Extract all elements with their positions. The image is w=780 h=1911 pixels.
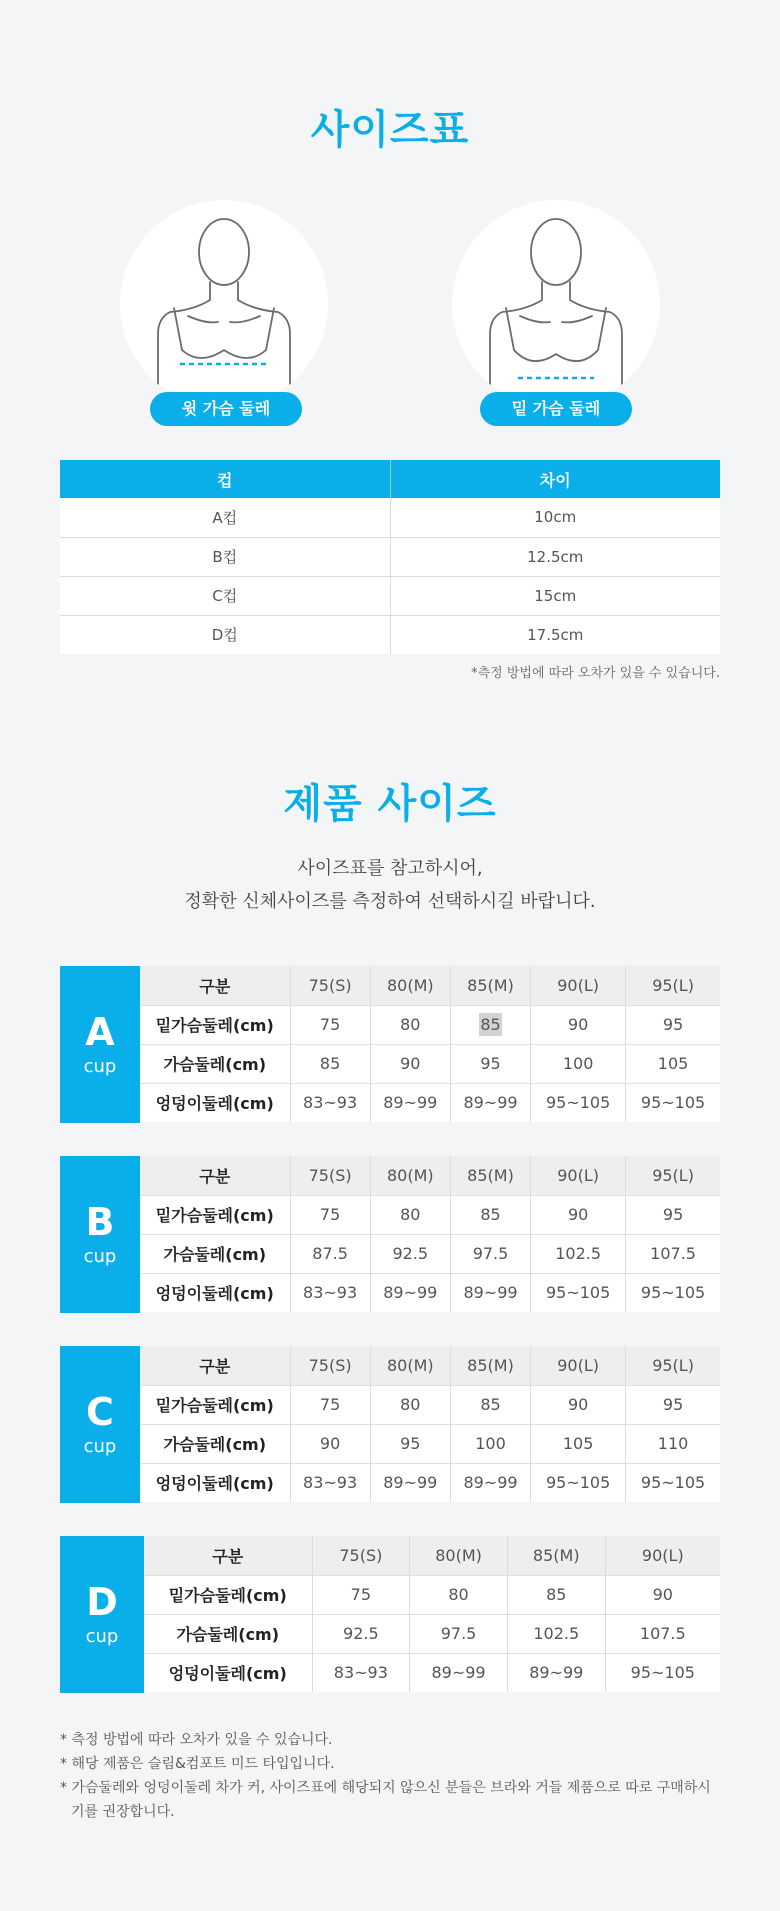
cup-c-size-block bbox=[60, 1346, 720, 1503]
table-cell: 90 bbox=[531, 1195, 626, 1234]
table-cell: 83~93 bbox=[290, 1273, 370, 1312]
cup-word: cup bbox=[83, 1246, 117, 1267]
table-cell: 80 bbox=[370, 1005, 450, 1044]
table-cell: 85 bbox=[290, 1044, 370, 1083]
row-label: 엉덩이둘레(cm) bbox=[140, 1083, 290, 1122]
table-cell: 75 bbox=[290, 1195, 370, 1234]
row-label: 엉덩이둘레(cm) bbox=[144, 1653, 312, 1692]
row-label: 밑가슴둘레(cm) bbox=[140, 1385, 290, 1424]
table-cell: 100 bbox=[531, 1044, 626, 1083]
size-chart-title: 사이즈표 bbox=[310, 107, 470, 153]
table-row bbox=[140, 1083, 720, 1122]
table-cell: 97.5 bbox=[410, 1614, 508, 1653]
table-row bbox=[60, 498, 720, 537]
table-cell: 83~93 bbox=[312, 1653, 410, 1692]
table-cell: 100 bbox=[450, 1424, 530, 1463]
table-cell: 105 bbox=[626, 1044, 720, 1083]
size-header: 95(L) bbox=[626, 1346, 720, 1385]
size-table bbox=[140, 1346, 720, 1502]
size-header: 90(L) bbox=[605, 1536, 720, 1575]
table-cell: 10cm bbox=[390, 498, 720, 537]
row-label: 가슴둘레(cm) bbox=[140, 1044, 290, 1083]
table-cell: 12.5cm bbox=[390, 537, 720, 576]
table-cell: A컵 bbox=[60, 498, 390, 537]
cup-letter: A bbox=[85, 1010, 115, 1054]
table-cell: 15cm bbox=[390, 576, 720, 615]
table-cell: 90 bbox=[531, 1005, 626, 1044]
table-header-row bbox=[140, 1156, 720, 1195]
size-header: 85(M) bbox=[450, 1346, 530, 1385]
row-label: 가슴둘레(cm) bbox=[140, 1424, 290, 1463]
cup-word: cup bbox=[83, 1056, 117, 1077]
table-cell bbox=[450, 1005, 530, 1044]
table-cell: C컵 bbox=[60, 576, 390, 615]
table-cell: 90 bbox=[531, 1385, 626, 1424]
row-label: 가슴둘레(cm) bbox=[140, 1234, 290, 1273]
cup-word: cup bbox=[85, 1626, 119, 1647]
table-row bbox=[144, 1653, 720, 1692]
upper-bust-figure-icon bbox=[120, 200, 328, 408]
table-cell: 95 bbox=[626, 1385, 720, 1424]
footnote: * 해당 제품은 슬림&컴포트 미드 타입입니다. bbox=[60, 1756, 335, 1772]
table-cell: 95~105 bbox=[626, 1273, 720, 1312]
size-header: 80(M) bbox=[370, 966, 450, 1005]
size-header: 75(S) bbox=[312, 1536, 410, 1575]
footnote: * 가슴둘레와 엉덩이둘레 차가 커, 사이즈표에 해당되지 않으신 분들은 브라와 거들 제품으로 따로 구매하시기를 권장합니다. bbox=[60, 1780, 711, 1820]
measurement-note: *측정 방법에 따라 오차가 있을 수 있습니다. bbox=[471, 666, 720, 681]
size-table bbox=[140, 966, 720, 1122]
table-cell: D컵 bbox=[60, 615, 390, 654]
table-cell: 87.5 bbox=[290, 1234, 370, 1273]
size-header: 85(M) bbox=[507, 1536, 605, 1575]
table-cell: 83~93 bbox=[290, 1463, 370, 1502]
table-cell: 95 bbox=[450, 1044, 530, 1083]
table-row bbox=[144, 1575, 720, 1614]
table-row bbox=[144, 1614, 720, 1653]
product-size-title: 제품 사이즈 bbox=[283, 781, 497, 827]
cup-word: cup bbox=[83, 1436, 117, 1457]
size-header: 85(M) bbox=[450, 966, 530, 1005]
cup-label bbox=[60, 1536, 144, 1693]
table-cell: 97.5 bbox=[450, 1234, 530, 1273]
row-label: 가슴둘레(cm) bbox=[144, 1614, 312, 1653]
table-cell: 85 bbox=[450, 1385, 530, 1424]
size-header: 90(L) bbox=[531, 1156, 626, 1195]
column-header: 컵 bbox=[60, 460, 390, 498]
table-cell: 92.5 bbox=[370, 1234, 450, 1273]
table-cell: 95~105 bbox=[626, 1463, 720, 1502]
cup-label bbox=[60, 1156, 140, 1313]
table-cell: 89~99 bbox=[450, 1463, 530, 1502]
row-label: 엉덩이둘레(cm) bbox=[140, 1273, 290, 1312]
table-cell: 89~99 bbox=[507, 1653, 605, 1692]
table-cell: 89~99 bbox=[370, 1083, 450, 1122]
row-label: 밑가슴둘레(cm) bbox=[140, 1195, 290, 1234]
size-header: 75(S) bbox=[290, 966, 370, 1005]
table-row bbox=[140, 1273, 720, 1312]
size-header: 95(L) bbox=[626, 1156, 720, 1195]
column-header: 차이 bbox=[390, 460, 720, 498]
table-header-row bbox=[140, 1346, 720, 1385]
under-bust-label: 밑 가슴 둘레 bbox=[480, 392, 632, 426]
table-cell: 102.5 bbox=[507, 1614, 605, 1653]
table-row bbox=[140, 1234, 720, 1273]
table-cell: 80 bbox=[410, 1575, 508, 1614]
row-label: 구분 bbox=[144, 1536, 312, 1575]
intro-text bbox=[0, 852, 780, 918]
table-row bbox=[140, 1463, 720, 1502]
table-cell: 89~99 bbox=[410, 1653, 508, 1692]
size-header: 90(L) bbox=[531, 1346, 626, 1385]
footnotes bbox=[60, 1728, 720, 1824]
row-label: 구분 bbox=[140, 966, 290, 1005]
table-cell: 95~105 bbox=[605, 1653, 720, 1692]
table-cell: 107.5 bbox=[605, 1614, 720, 1653]
highlighted-value: 85 bbox=[480, 1015, 501, 1034]
row-label: 밑가슴둘레(cm) bbox=[140, 1005, 290, 1044]
table-row bbox=[140, 1424, 720, 1463]
table-cell: 90 bbox=[605, 1575, 720, 1614]
table-cell: 105 bbox=[531, 1424, 626, 1463]
size-header: 80(M) bbox=[370, 1346, 450, 1385]
row-label: 엉덩이둘레(cm) bbox=[140, 1463, 290, 1502]
cup-difference-table bbox=[60, 460, 720, 654]
table-cell: 75 bbox=[312, 1575, 410, 1614]
table-cell: 89~99 bbox=[370, 1273, 450, 1312]
size-header: 75(S) bbox=[290, 1346, 370, 1385]
table-cell: 17.5cm bbox=[390, 615, 720, 654]
table-cell: 95~105 bbox=[531, 1273, 626, 1312]
intro-line: 사이즈표를 참고하시어, bbox=[297, 858, 483, 879]
row-label: 구분 bbox=[140, 1346, 290, 1385]
table-row bbox=[60, 576, 720, 615]
cup-label bbox=[60, 966, 140, 1123]
table-cell: 80 bbox=[370, 1195, 450, 1234]
table-cell: 83~93 bbox=[290, 1083, 370, 1122]
table-header-row bbox=[140, 966, 720, 1005]
table-cell: 95 bbox=[626, 1005, 720, 1044]
table-row bbox=[140, 1195, 720, 1234]
table-cell: 90 bbox=[290, 1424, 370, 1463]
table-row bbox=[140, 1044, 720, 1083]
table-cell: 90 bbox=[370, 1044, 450, 1083]
size-header: 90(L) bbox=[531, 966, 626, 1005]
table-cell: 107.5 bbox=[626, 1234, 720, 1273]
cup-letter: D bbox=[86, 1580, 118, 1624]
size-table bbox=[140, 1156, 720, 1312]
cup-label bbox=[60, 1346, 140, 1503]
cup-letter: C bbox=[86, 1390, 114, 1434]
table-cell: 102.5 bbox=[531, 1234, 626, 1273]
table-cell: B컵 bbox=[60, 537, 390, 576]
table-header-row bbox=[144, 1536, 720, 1575]
table-cell: 110 bbox=[626, 1424, 720, 1463]
under-bust-figure-icon bbox=[452, 200, 660, 408]
intro-line: 정확한 신체사이즈를 측정하여 선택하시길 바랍니다. bbox=[184, 891, 596, 912]
table-cell: 85 bbox=[450, 1195, 530, 1234]
size-header: 85(M) bbox=[450, 1156, 530, 1195]
size-header: 95(L) bbox=[626, 966, 720, 1005]
upper-bust-label: 윗 가슴 둘레 bbox=[150, 392, 302, 426]
footnote: * 측정 방법에 따라 오차가 있을 수 있습니다. bbox=[60, 1732, 333, 1748]
row-label: 구분 bbox=[140, 1156, 290, 1195]
table-cell: 95 bbox=[626, 1195, 720, 1234]
table-row bbox=[140, 1385, 720, 1424]
table-cell: 85 bbox=[507, 1575, 605, 1614]
table-cell: 75 bbox=[290, 1005, 370, 1044]
table-cell: 92.5 bbox=[312, 1614, 410, 1653]
size-header: 80(M) bbox=[410, 1536, 508, 1575]
table-cell: 95~105 bbox=[531, 1463, 626, 1502]
size-table bbox=[144, 1536, 720, 1692]
table-cell: 75 bbox=[290, 1385, 370, 1424]
size-header: 80(M) bbox=[370, 1156, 450, 1195]
table-cell: 95~105 bbox=[626, 1083, 720, 1122]
cup-d-size-block bbox=[60, 1536, 720, 1693]
cup-b-size-block bbox=[60, 1156, 720, 1313]
table-row bbox=[60, 537, 720, 576]
cup-letter: B bbox=[85, 1200, 115, 1244]
row-label: 밑가슴둘레(cm) bbox=[144, 1575, 312, 1614]
cup-a-size-block bbox=[60, 966, 720, 1123]
table-cell: 80 bbox=[370, 1385, 450, 1424]
table-row bbox=[140, 1005, 720, 1044]
table-row bbox=[60, 615, 720, 654]
table-cell: 95~105 bbox=[531, 1083, 626, 1122]
size-header: 75(S) bbox=[290, 1156, 370, 1195]
table-header-row bbox=[60, 460, 720, 498]
table-cell: 95 bbox=[370, 1424, 450, 1463]
table-cell: 89~99 bbox=[370, 1463, 450, 1502]
table-cell: 89~99 bbox=[450, 1083, 530, 1122]
table-cell: 89~99 bbox=[450, 1273, 530, 1312]
